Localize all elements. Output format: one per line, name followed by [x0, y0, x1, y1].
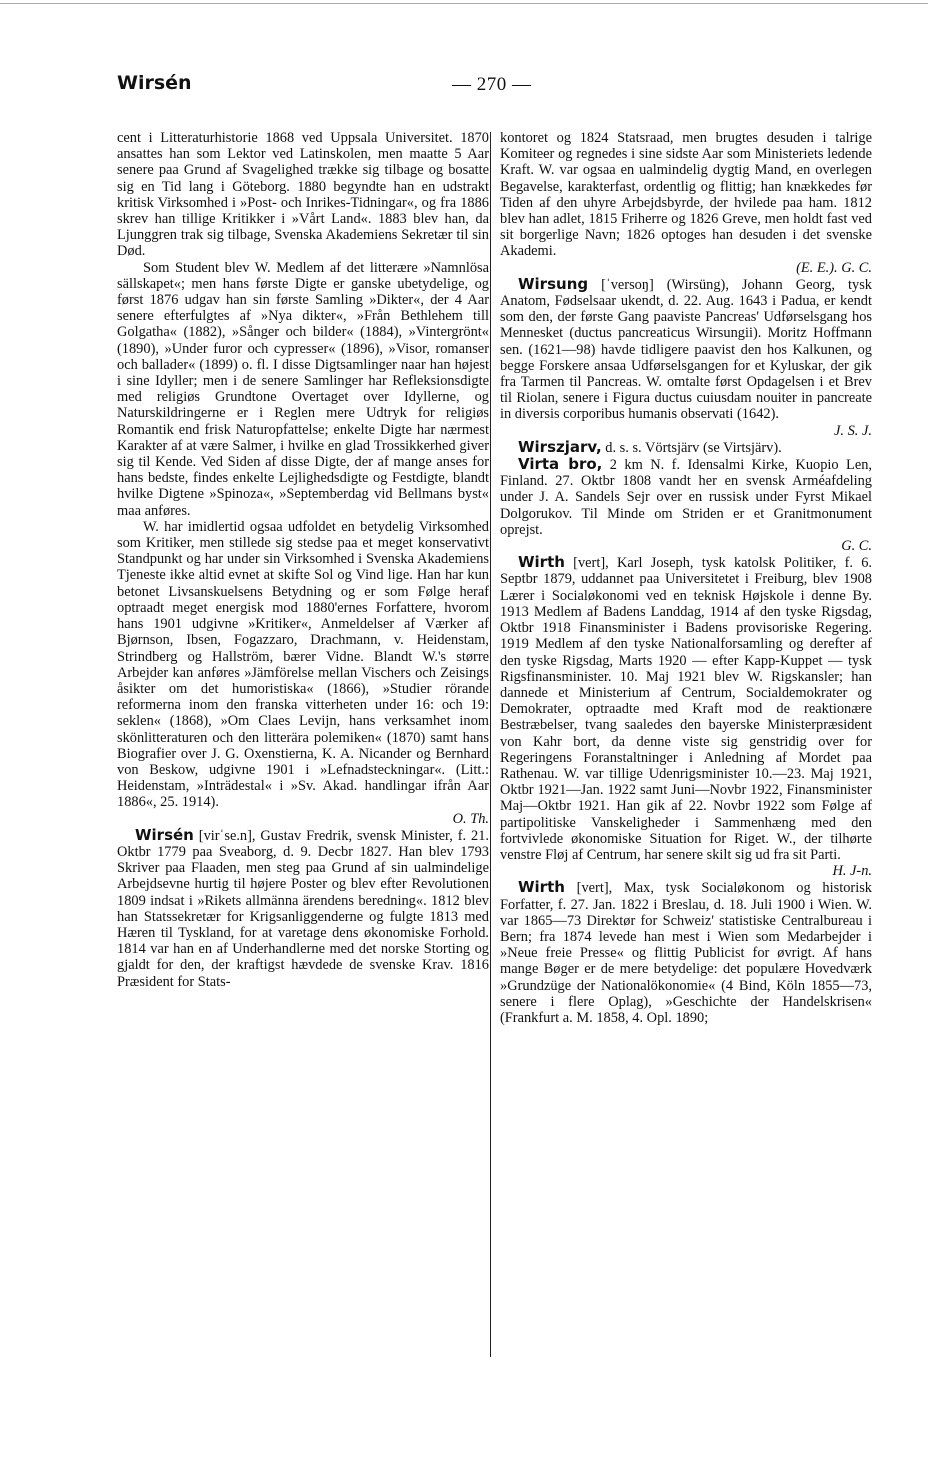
entry-wirszjarv	[500, 439, 872, 456]
paragraph-digte: Som Student blev W. Medlem af det litterære »Namnlösa sällskapet«; men hans første Digte er ganske ubetydelige, og først 1876 udgav han sin første Samling »Dikter«, der 4 Aar senere efterfulgtes af »Nya dikter«, »Från Bethlehem till Golgatha« (1882), »Sånger och bilder« (1884), »Vintergrönt« (1890), »Under furor och cypresser« (1896), »Visor, romanser och ballader« (1899) o. fl. I disse Digtsamlinger naar han højest i sine Idyller; men i de senere Samlinger har Refleksionsdigte med religiøs Grundtone Overtaget over Idyllerne, og Naturskildringerne er i Reglen mere Udtryk for religiøs Romantik end frisk Naturopfattelse; enkelte Digte har nærmest Karakter af at være Salmer, i hvilke en glad Trossikkerhed giver sig til Kende. Ved Siden af disse Digte, der af mange anses for hans bedste, findes enkelte Lejlighedsdigte og Festdigte, blandt hvilke Digtene »Spinoza«, »Septemberdag vid Bellmans byst« maa anføres.	[117, 259, 489, 519]
running-head-word: Wirsén	[117, 72, 192, 94]
entry-headword: Wirth	[518, 878, 565, 897]
entry-text: d. s. s. Vörtsjärv (se Virtsjärv).	[601, 439, 782, 456]
entry-headword: Wirsung	[518, 274, 589, 293]
entry-headword: Wirsén	[135, 825, 194, 844]
left-column	[117, 130, 489, 990]
entry-wirsen-gustav	[117, 827, 489, 990]
entry-wirth-max	[500, 879, 872, 1026]
entry-text: [virˈse.n], Gustav Fredrik, svensk Minister, f. 21. Oktbr 1779 paa Sveaborg, d. 9. Decbr 1827. Han blev 1793 Skriver paa Flaaden, men steg paa Grund af sin ualmindelige Arbejdsevne hurtig til højere Poster og blev efter Revolutionen 1809 indsat i »Rikets allmänna ärendens beredning«. 1812 blev han Statssekretær for Krigsanliggenderne og fulgte 1813 med Hæren til Tyskland, for at varetage dens økonomiske Forhold. 1814 var han en af Underhandlerne med det norske Storting og gjaldt for den, der kraftigst hævdede de svenske Krav. 1816 Præsident for Stats-	[117, 827, 489, 990]
author-signature: J. S. J.	[834, 422, 872, 439]
entry-headword: Virta bro,	[518, 455, 603, 474]
author-signature: H. J-n.	[832, 863, 872, 880]
paragraph-continuation: kontoret og 1824 Statsraad, men brugtes desuden i talrige Komiteer og regnedes i sine sidste Aar som Ministeriets ledende Kraft. W. var ogsaa en ualmindelig dygtig Mand, en overlegen Begavelse, karakterfast, ordentlig og flittig; han knækkedes før Tiden af den uhyre Arbejdsbyrde, der hvilede paa ham. 1812 blev han adlet, 1815 Friherre og 1826 Greve, men holdt fast ved sit borgerlige Navn; 1826 optoges han desuden i det svenske Akademi.	[500, 130, 872, 260]
entry-text: [vert], Max, tysk Socialøkonom og historisk Forfatter, f. 27. Jan. 1822 i Breslau, d. 18. Juli 1900 i Wien. W. var 1865—73 Direktør for Schweiz' statistiske Centralbureau i Bern; fra 1874 levede han mest i Wien som Medarbejder i »Neue freie Presse« og flittig Publicist for øvrigt. Af hans mange Bøger er de mere betydelige: det populære Hovedværk »Grundzüge der Nationalökonomie« (4 Bind, Köln 1855—73, senere i flere Oplag), »Geschichte der Handelskrisen« (Frankfurt a. M. 1858, 4. Opl. 1890;	[500, 880, 872, 1026]
entry-text: [vert], Karl Joseph, tysk katolsk Politiker, f. 6. Septbr 1879, uddannet paa Universitetet i Freiburg, blev 1908 Lærer i Socialøkonomi ved en teknisk Højskole i denne By. 1913 Medlem af Badens Landdag, 1914 af den tyske Rigsdag, Oktbr 1918 Finansminister i Badens provisoriske Regering. 1919 Medlem af den tyske Nationalforsamling og derefter af den tyske Rigsdag, Marts 1920 — efter Kapp-Kuppet — tysk Rigsfinansminister. 10. Maj 1921 blev W. Rigskansler; han dannede et Ministerium af Centrum, Socialdemokrater og Demokrater, optraadte med Kraft mod de reaktionære Bestræbelser, tvang saaledes den bayerske Ministerpræsident von Kahr bort, da denne viste sig genstridig over for Regeringens Foranstaltninger i Anledning af Mordet paa Rathenau. W. var tillige Udenrigsminister 10.—23. Maj 1921, Oktbr 1921—Jan. 1922 samt Juni—Novbr 1922, Finansminister Maj—Oktbr 1921. Han gik af 22. Novbr 1922 som Følge af partipolitiske Vanskeligheder i Sammenhæng med den fortvivlede økonomiske Situation for Riget. W., der tilhørte venstre Fløj af Centrum, har senere skilt sig ud fra sit Parti.	[500, 555, 872, 863]
right-column	[500, 130, 872, 1026]
page-number: — 270 —	[452, 74, 532, 95]
page-header	[0, 72, 928, 108]
entry-virta-bro	[500, 456, 872, 538]
entry-text: 2 km N. f. Idensalmi Kirke, Kuopio Len, Finland. 27. Oktbr 1808 vandt her en svensk Arméafdeling under J. A. Sandels Sejr over en russisk under Fyrst Mikael Dolgorukov. Til Minde om Striden er et Granitmonument oprejst.	[500, 457, 872, 538]
entry-wirsung	[500, 276, 872, 423]
paragraph-kritiker: W. har imidlertid ogsaa udfoldet en betydelig Virksomhed som Kritiker, men stillede sig stedse paa et meget konservativt Standpunkt og har under sin Virksomhed i Svenska Akademiens Tjeneste ikke altid evnet at skifte Sol og Vind lige. Han har kun betonet Livsanskuelsens Betydning og er som Følge heraf optraadt meget energisk mod 1880'ernes Forfattere, hvorom hans 1901 udgivne »Kritiker«, Anmeldelser af Værker af Bjørnson, Ibsen, Fogazzaro, Drachmann, v. Heidenstam, Strindberg og Hallström, bærer Vidne. Blandt W.'s større Arbejder kan anføres »Jämförelse mellan Vischers och Zeisings åsikter om det humoristiska« (1866), »Studier rörande reformerna inom den franska vitterheten under 16: och 19: seklen« (1868), »Om Claes Levijn, hans verksamhet inom skönlitteraturen och den litterära polemiken« (1870) samt hans Biografier over J. G. Oxenstierna, K. A. Nicander og Bernhard von Beskow, udgivne 1901 i »Lefnadsteckningar«. (Litt.: Heidenstam, »Inträdestal« i »Sv. Akad. handlingar ifrån Aar 1886«, 25. 1914).	[117, 518, 489, 811]
entry-wirth-karl	[500, 554, 872, 863]
column-divider	[490, 132, 491, 1357]
entry-text: [ˈversoŋ] (Wirsüng), Johann Georg, tysk Anatom, Fødselsaar ukendt, d. 22. Aug. 1643 i Padua, er kendt som den, der første Gang paaviste Pancreas' Udførselsgang hos Mennesket (ductus pancreaticus Wirsungii). Moritz Hoffmann sen. (1621—98) havde tidligere paavist den hos Kalkunen, og begge Forskere ansaa Udførselsgangen for et Kyluskar, der gik fra Tarmen til Pancreas. W. omtalte først Opdagelsen i et Brev til Riolan, senere i Figura ductus cuiusdam nouiter in pancreate in diversis corporibus humanis observati (1642).	[500, 276, 872, 423]
top-edge-rule	[0, 3, 928, 4]
author-signature: G. C.	[841, 538, 872, 555]
paragraph-litteratur: cent i Litteraturhistorie 1868 ved Uppsala Universitet. 1870 ansattes han som Lektor ved Latinskolen, men maatte 5 Aar senere paa Grund af Svagelighed trække sig tilbage og bosatte sig en Tid lang i Göteborg. 1880 begyndte han en udstrakt kritisk Virksomhed i »Post- och Inrikes-Tidningar«, og fra 1886 skrev han tillige Kritikker i »Vårt Land«. 1883 blev han, da Ljunggren trak sig tilbage, Svenska Akademiens Sekretær til sin Død.	[117, 130, 489, 260]
author-signature: O. Th.	[452, 810, 489, 827]
entry-headword: Wirth	[518, 553, 565, 572]
entry-headword: Wirszjarv,	[518, 437, 602, 456]
author-signature: (E. E.). G. C.	[796, 259, 872, 276]
